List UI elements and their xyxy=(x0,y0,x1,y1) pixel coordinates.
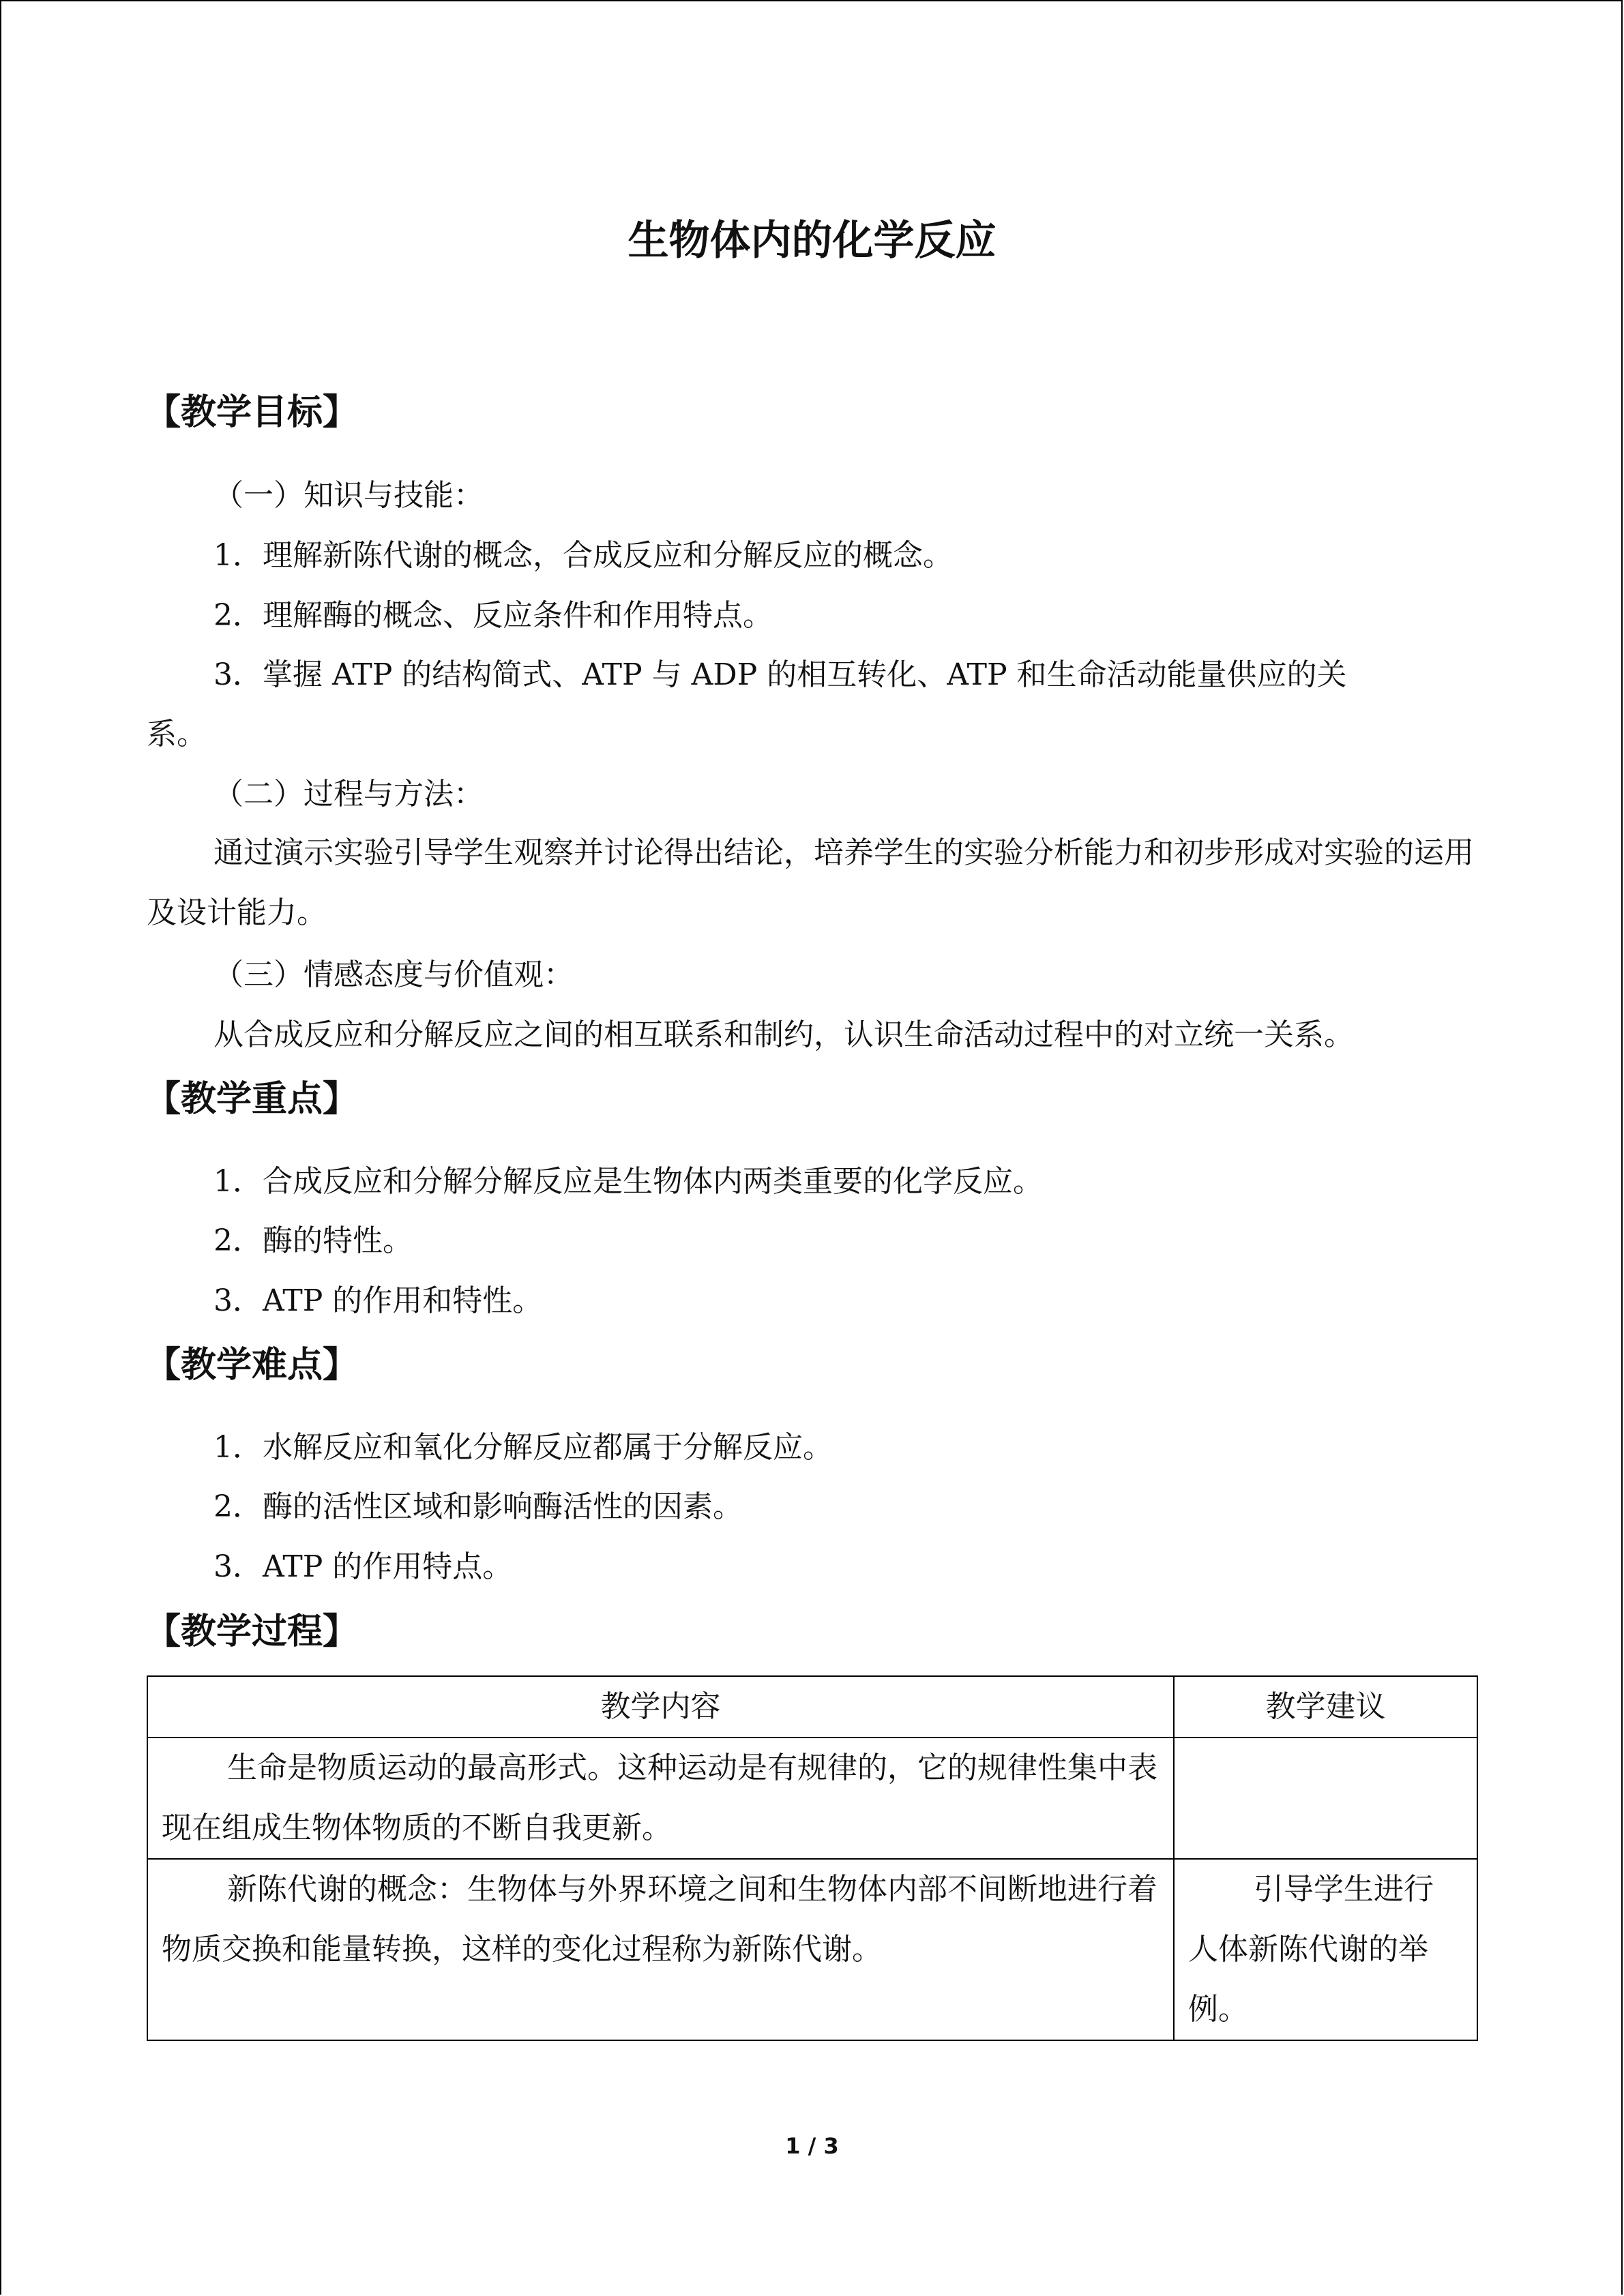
heading-key-points: 【教学重点】 xyxy=(145,1079,359,1120)
table-cell-advice xyxy=(1174,1859,1477,2040)
difficult-item3: 3．ATP 的作用特点。 xyxy=(213,1549,513,1584)
goals-item3-line2: 系。 xyxy=(147,717,207,751)
key-item1: 1．合成反应和分解分解反应是生物体内两类重要的化学反应。 xyxy=(213,1164,1043,1199)
document-title: 生物体内的化学反应 xyxy=(628,217,996,265)
table-cell-advice xyxy=(1174,1738,1477,1859)
table-header-content: 教学内容 xyxy=(147,1676,1174,1738)
process-table xyxy=(147,1675,1478,2041)
goals-item3-line1: 3．掌握 ATP 的结构简式、ATP 与 ADP 的相互转化、ATP 和生命活动能量供应的关 xyxy=(213,657,1347,692)
row2-advice-text: 引导学生进行人体新陈代谢的举例。 xyxy=(1188,1872,1434,2027)
table-cell-content xyxy=(147,1859,1174,2040)
page-number: 1 / 3 xyxy=(785,2133,839,2159)
table-header-advice: 教学建议 xyxy=(1174,1676,1477,1738)
goals-sub1: （一）知识与技能： xyxy=(213,478,484,513)
key-item2: 2．酶的特性。 xyxy=(213,1223,413,1258)
difficult-item2: 2．酶的活性区域和影响酶活性的因素。 xyxy=(213,1489,743,1524)
row1-content-text: 生命是物质运动的最高形式。这种运动是有规律的，它的规律性集中表现在组成生物体物质的不断自我更新。 xyxy=(162,1750,1157,1845)
heading-process: 【教学过程】 xyxy=(145,1611,359,1652)
key-item3: 3．ATP 的作用和特性。 xyxy=(213,1283,543,1318)
heading-goals: 【教学目标】 xyxy=(145,392,359,433)
table-cell-content xyxy=(147,1738,1174,1859)
row2-content-text: 新陈代谢的概念：生物体与外界环境之间和生物体内部不间断地进行着物质交换和能量转换，这样的变化过程称为新陈代谢。 xyxy=(162,1872,1157,1967)
difficult-item1: 1．水解反应和氧化分解反应都属于分解反应。 xyxy=(213,1430,833,1465)
heading-difficult-points: 【教学难点】 xyxy=(145,1345,359,1386)
goals-values-text: 从合成反应和分解反应之间的相互联系和制约，认识生命活动过程中的对立统一关系。 xyxy=(213,1017,1354,1052)
goals-sub3: （三）情感态度与价值观： xyxy=(213,957,574,992)
goals-item2: 2．理解酶的概念、反应条件和作用特点。 xyxy=(213,598,773,633)
goals-item1: 1．理解新陈代谢的概念，合成反应和分解反应的概念。 xyxy=(213,538,953,573)
goals-sub2: （二）过程与方法： xyxy=(213,777,484,811)
table-row xyxy=(147,1859,1477,2040)
goals-method-text: 通过演示实验引导学生观察并讨论得出结论，培养学生的实验分析能力和初步形成对实验的运用及设计能力。 xyxy=(147,835,1474,930)
table-header-row xyxy=(147,1676,1477,1738)
table-row xyxy=(147,1738,1477,1859)
